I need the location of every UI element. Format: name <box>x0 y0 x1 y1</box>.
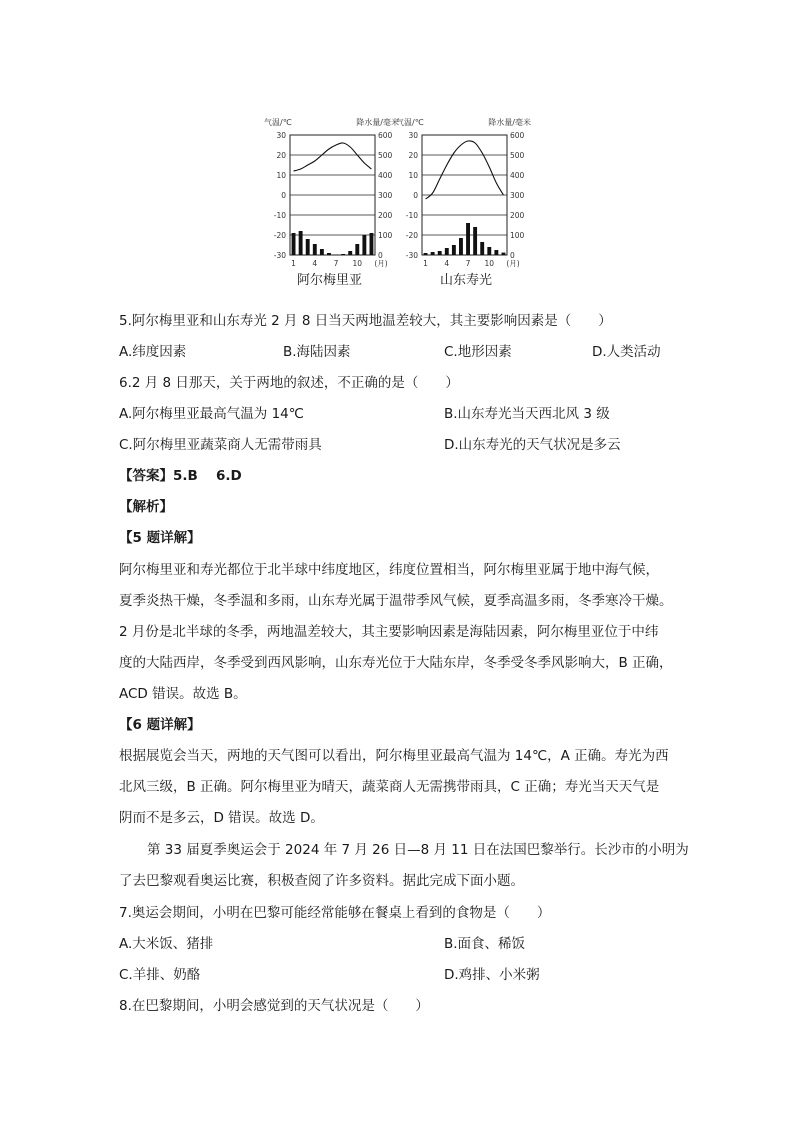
precipitation-bar <box>355 244 359 255</box>
q5-option-c: C.地形因素 <box>444 344 512 360</box>
y-tick-right: 500 <box>510 151 525 160</box>
precipitation-bar <box>370 233 374 255</box>
q6-option-b: B.山东寿光当天西北风 3 级 <box>444 406 610 422</box>
x-tick-label: 1 <box>423 259 428 268</box>
precipitation-bar <box>341 254 345 255</box>
precipitation-bar <box>459 238 463 255</box>
intro-line: 了去巴黎观看奥运比赛，积极查阅了许多资料。据此完成下面小题。 <box>119 873 524 889</box>
detail-6-line: 根据展览会当天，两地的天气图可以看出，阿尔梅里亚最高气温为 14℃，A 正确。寿光为西 <box>119 748 669 764</box>
precipitation-bar <box>362 235 366 255</box>
y-axis-label-right: 降水量/毫米 <box>356 118 399 127</box>
detail-5-line: ACD 错误。故选 B。 <box>119 686 247 702</box>
y-tick-right: 500 <box>378 151 393 160</box>
x-tick-label: 4 <box>444 259 450 268</box>
y-tick-right: 0 <box>510 251 515 260</box>
precipitation-bar <box>424 253 428 255</box>
y-tick-left: -30 <box>273 251 286 260</box>
chart-title-almeria: 阿尔梅里亚 <box>297 273 363 288</box>
precipitation-bar <box>445 248 449 255</box>
q5-option-a: A.纬度因素 <box>119 344 187 360</box>
temperature-line <box>294 143 372 171</box>
y-tick-right: 600 <box>378 131 393 140</box>
x-tick-label: 10 <box>484 259 495 268</box>
x-tick-label: 10 <box>352 259 363 268</box>
y-tick-right: 200 <box>378 211 393 220</box>
q6-option-a: A.阿尔梅里亚最高气温为 14℃ <box>119 406 304 422</box>
detail-5-heading: 【5 题详解】 <box>119 530 201 546</box>
precipitation-bar <box>292 233 296 255</box>
y-tick-right: 400 <box>510 171 525 180</box>
detail-5-line: 2 月份是北半球的冬季，两地温差较大，其主要影响因素是海陆因素，阿尔梅里亚位于中纬 <box>119 624 659 640</box>
y-tick-left: 0 <box>413 191 418 200</box>
intro-line: 第 33 届夏季奥运会于 2024 年 7 月 26 日—8 月 11 日在法国巴黎举行。长沙市的小明为 <box>147 842 689 858</box>
y-tick-left: 30 <box>408 131 418 140</box>
y-tick-right: 0 <box>378 251 383 260</box>
chart-title-shouguang: 山东寿光 <box>440 273 493 288</box>
y-tick-left: 30 <box>276 131 286 140</box>
detail-5-line: 夏季炎热干燥，冬季温和多雨，山东寿光属于温带季风气候，夏季高温多雨，冬季寒冷干燥。 <box>119 593 673 609</box>
precipitation-bar <box>299 231 303 255</box>
precipitation-bar <box>473 227 477 255</box>
detail-5-line: 阿尔梅里亚和寿光都位于北半球中纬度地区，纬度位置相当，阿尔梅里亚属于地中海气候， <box>119 562 659 578</box>
x-tick-label: 7 <box>333 259 339 268</box>
y-axis-label-right: 降水量/毫米 <box>488 118 531 127</box>
precipitation-bar <box>348 251 352 255</box>
precipitation-bar <box>320 249 324 255</box>
x-tick-label: 7 <box>465 259 471 268</box>
y-tick-right: 300 <box>378 191 393 200</box>
answer-line: 【答案】5.B 6.D <box>119 468 242 484</box>
q5-option-d: D.人类活动 <box>592 344 661 360</box>
y-tick-right: 100 <box>378 231 393 240</box>
precipitation-bar <box>313 244 317 255</box>
q7-option-a: A.大米饭、猪排 <box>119 936 214 952</box>
detail-6-line: 北风三级，B 正确。阿尔梅里亚为晴天，蔬菜商人无需携带雨具，C 正确；寿光当天天气是 <box>119 779 660 795</box>
q6-option-c: C.阿尔梅里亚蔬菜商人无需带雨具 <box>119 437 322 453</box>
climate-charts <box>0 0 794 290</box>
y-tick-left: -10 <box>273 211 286 220</box>
y-tick-right: 200 <box>510 211 525 220</box>
q7-option-b: B.面食、稀饭 <box>444 936 526 952</box>
y-tick-right: 100 <box>510 231 525 240</box>
almeria-climate-chart <box>264 117 399 268</box>
y-tick-left: 10 <box>408 171 418 180</box>
y-axis-label-left: 气温/℃ <box>264 118 292 127</box>
precipitation-bar <box>494 250 498 255</box>
y-tick-left: -20 <box>405 231 418 240</box>
detail-6-line: 阴而不是多云，D 错误。故选 D。 <box>119 810 324 826</box>
x-tick-label: 4 <box>312 259 318 268</box>
question-8-stem: 8.在巴黎期间，小明会感觉到的天气状况是（ ） <box>119 998 429 1014</box>
y-tick-left: 0 <box>281 191 286 200</box>
q7-option-d: D.鸡排、小米粥 <box>444 967 540 983</box>
question-6-stem: 6.2 月 8 日那天，关于两地的叙述，不正确的是（ ） <box>119 375 459 391</box>
precipitation-bar <box>438 251 442 255</box>
precipitation-bar <box>452 245 456 255</box>
x-tick-label: (月) <box>374 259 388 268</box>
precipitation-bar <box>327 253 331 255</box>
q5-option-b: B.海陆因素 <box>283 344 351 360</box>
q6-option-d: D.山东寿光的天气状况是多云 <box>444 437 621 453</box>
y-tick-left: 20 <box>408 151 418 160</box>
temperature-line <box>426 141 504 199</box>
y-tick-right: 300 <box>510 191 525 200</box>
y-axis-label-left: 气温/℃ <box>396 118 424 127</box>
question-7-stem: 7.奥运会期间，小明在巴黎可能经常能够在餐桌上看到的食物是（ ） <box>119 905 551 921</box>
y-tick-right: 400 <box>378 171 393 180</box>
shouguang-climate-chart <box>396 117 531 268</box>
y-tick-left: -10 <box>405 211 418 220</box>
y-tick-right: 600 <box>510 131 525 140</box>
precipitation-bar <box>502 253 506 255</box>
y-tick-left: 20 <box>276 151 286 160</box>
y-tick-left: -30 <box>405 251 418 260</box>
x-tick-label: (月) <box>506 259 520 268</box>
precipitation-bar <box>480 242 484 255</box>
precipitation-bar <box>466 223 470 255</box>
detail-6-heading: 【6 题详解】 <box>119 717 201 733</box>
question-5-stem: 5.阿尔梅里亚和山东寿光 2 月 8 日当天两地温差较大，其主要影响因素是（ ） <box>119 313 612 329</box>
x-tick-label: 1 <box>291 259 296 268</box>
y-tick-left: 10 <box>276 171 286 180</box>
detail-5-line: 度的大陆西岸，冬季受到西风影响，山东寿光位于大陆东岸，冬季受冬季风影响大，B 正确， <box>119 655 673 671</box>
precipitation-bar <box>431 252 435 255</box>
precipitation-bar <box>306 239 310 255</box>
precipitation-bar <box>487 247 491 255</box>
q7-option-c: C.羊排、奶酪 <box>119 967 201 983</box>
y-tick-left: -20 <box>273 231 286 240</box>
analysis-heading: 【解析】 <box>119 499 173 515</box>
